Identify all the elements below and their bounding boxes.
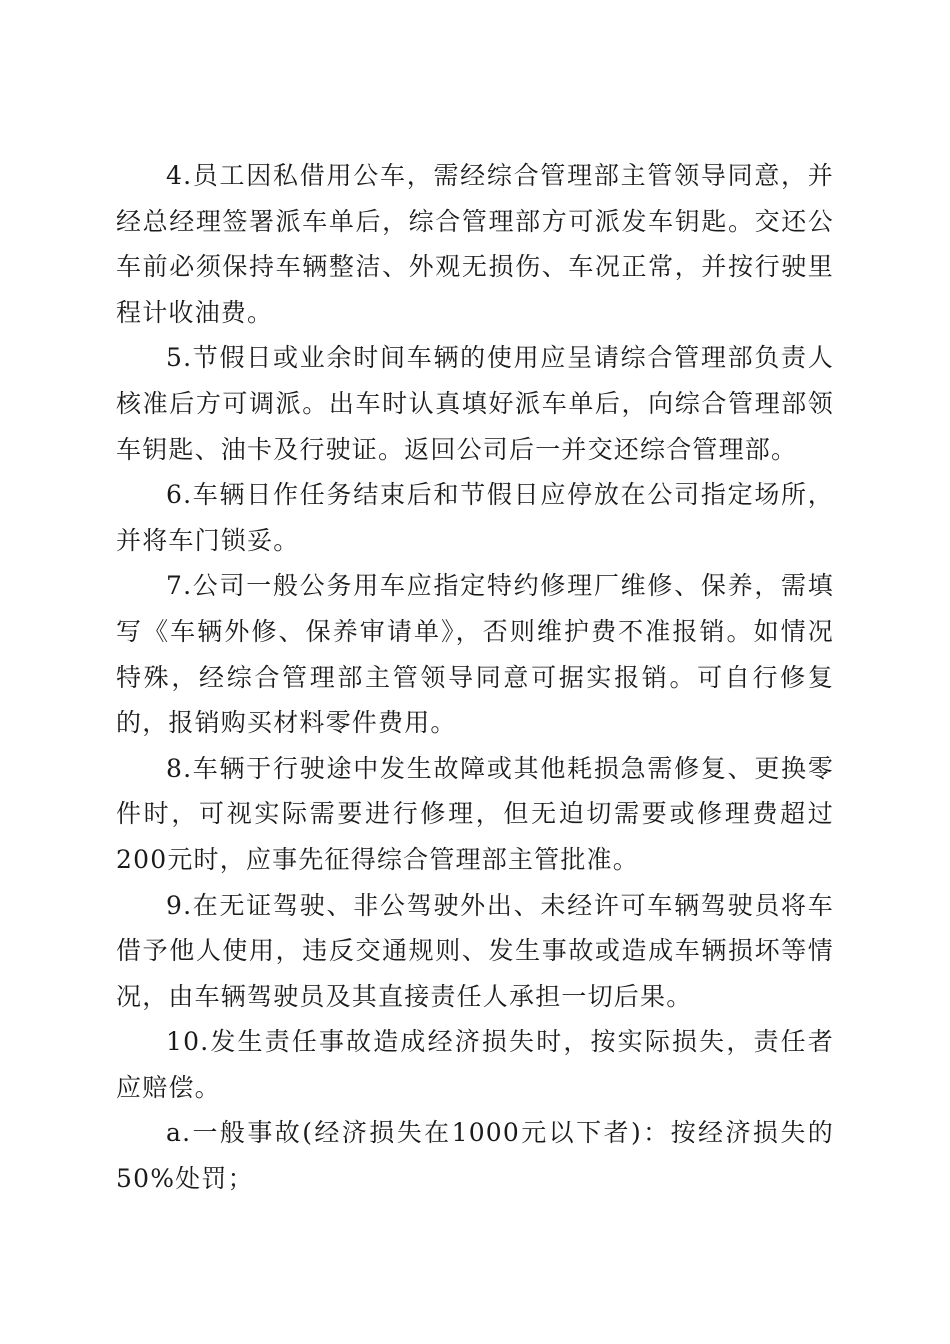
paragraph-item-8: 8.车辆于行驶途中发生故障或其他耗损急需修复、更换零件时，可视实际需要进行修理，但无迫切需要或修理费超过200元时，应事先征得综合管理部主管批准。	[116, 753, 834, 874]
paragraph-item-7: 7.公司一般公务用车应指定特约修理厂维修、保养，需填写《车辆外修、保养审请单》，否则维护费不准报销。如情况特殊，经综合管理部主管领导同意可据实报销。可自行修复的，报销购买材料零件费用。	[116, 571, 834, 738]
paragraph-item-10: 10.发生责任事故造成经济损失时，按实际损失，责任者应赔偿。	[116, 1027, 834, 1102]
paragraph-item-6: 6.车辆日作任务结束后和节假日应停放在公司指定场所，并将车门锁妥。	[116, 480, 834, 555]
paragraph-item-a: a.一般事故(经济损失在1000元以下者)：按经济损失的50%处罚；	[116, 1118, 834, 1194]
paragraph-item-9: 9.在无证驾驶、非公驾驶外出、未经许可车辆驾驶员将车借予他人使用，违反交通规则、发生事故或造成车辆损坏等情况，由车辆驾驶员及其直接责任人承担一切后果。	[116, 890, 834, 1011]
paragraph-item-5: 5.节假日或业余时间车辆的使用应呈请综合管理部负责人核准后方可调派。出车时认真填好派车单后，向综合管理部领车钥匙、油卡及行驶证。返回公司后一并交还综合管理部。	[116, 343, 834, 464]
paragraph-item-4: 4.员工因私借用公车，需经综合管理部主管领导同意，并经总经理签署派车单后，综合管理部方可派发车钥匙。交还公车前必须保持车辆整洁、外观无损伤、车况正常，并按行驶里程计收油费。	[116, 161, 834, 327]
document-body	[116, 153, 834, 1202]
